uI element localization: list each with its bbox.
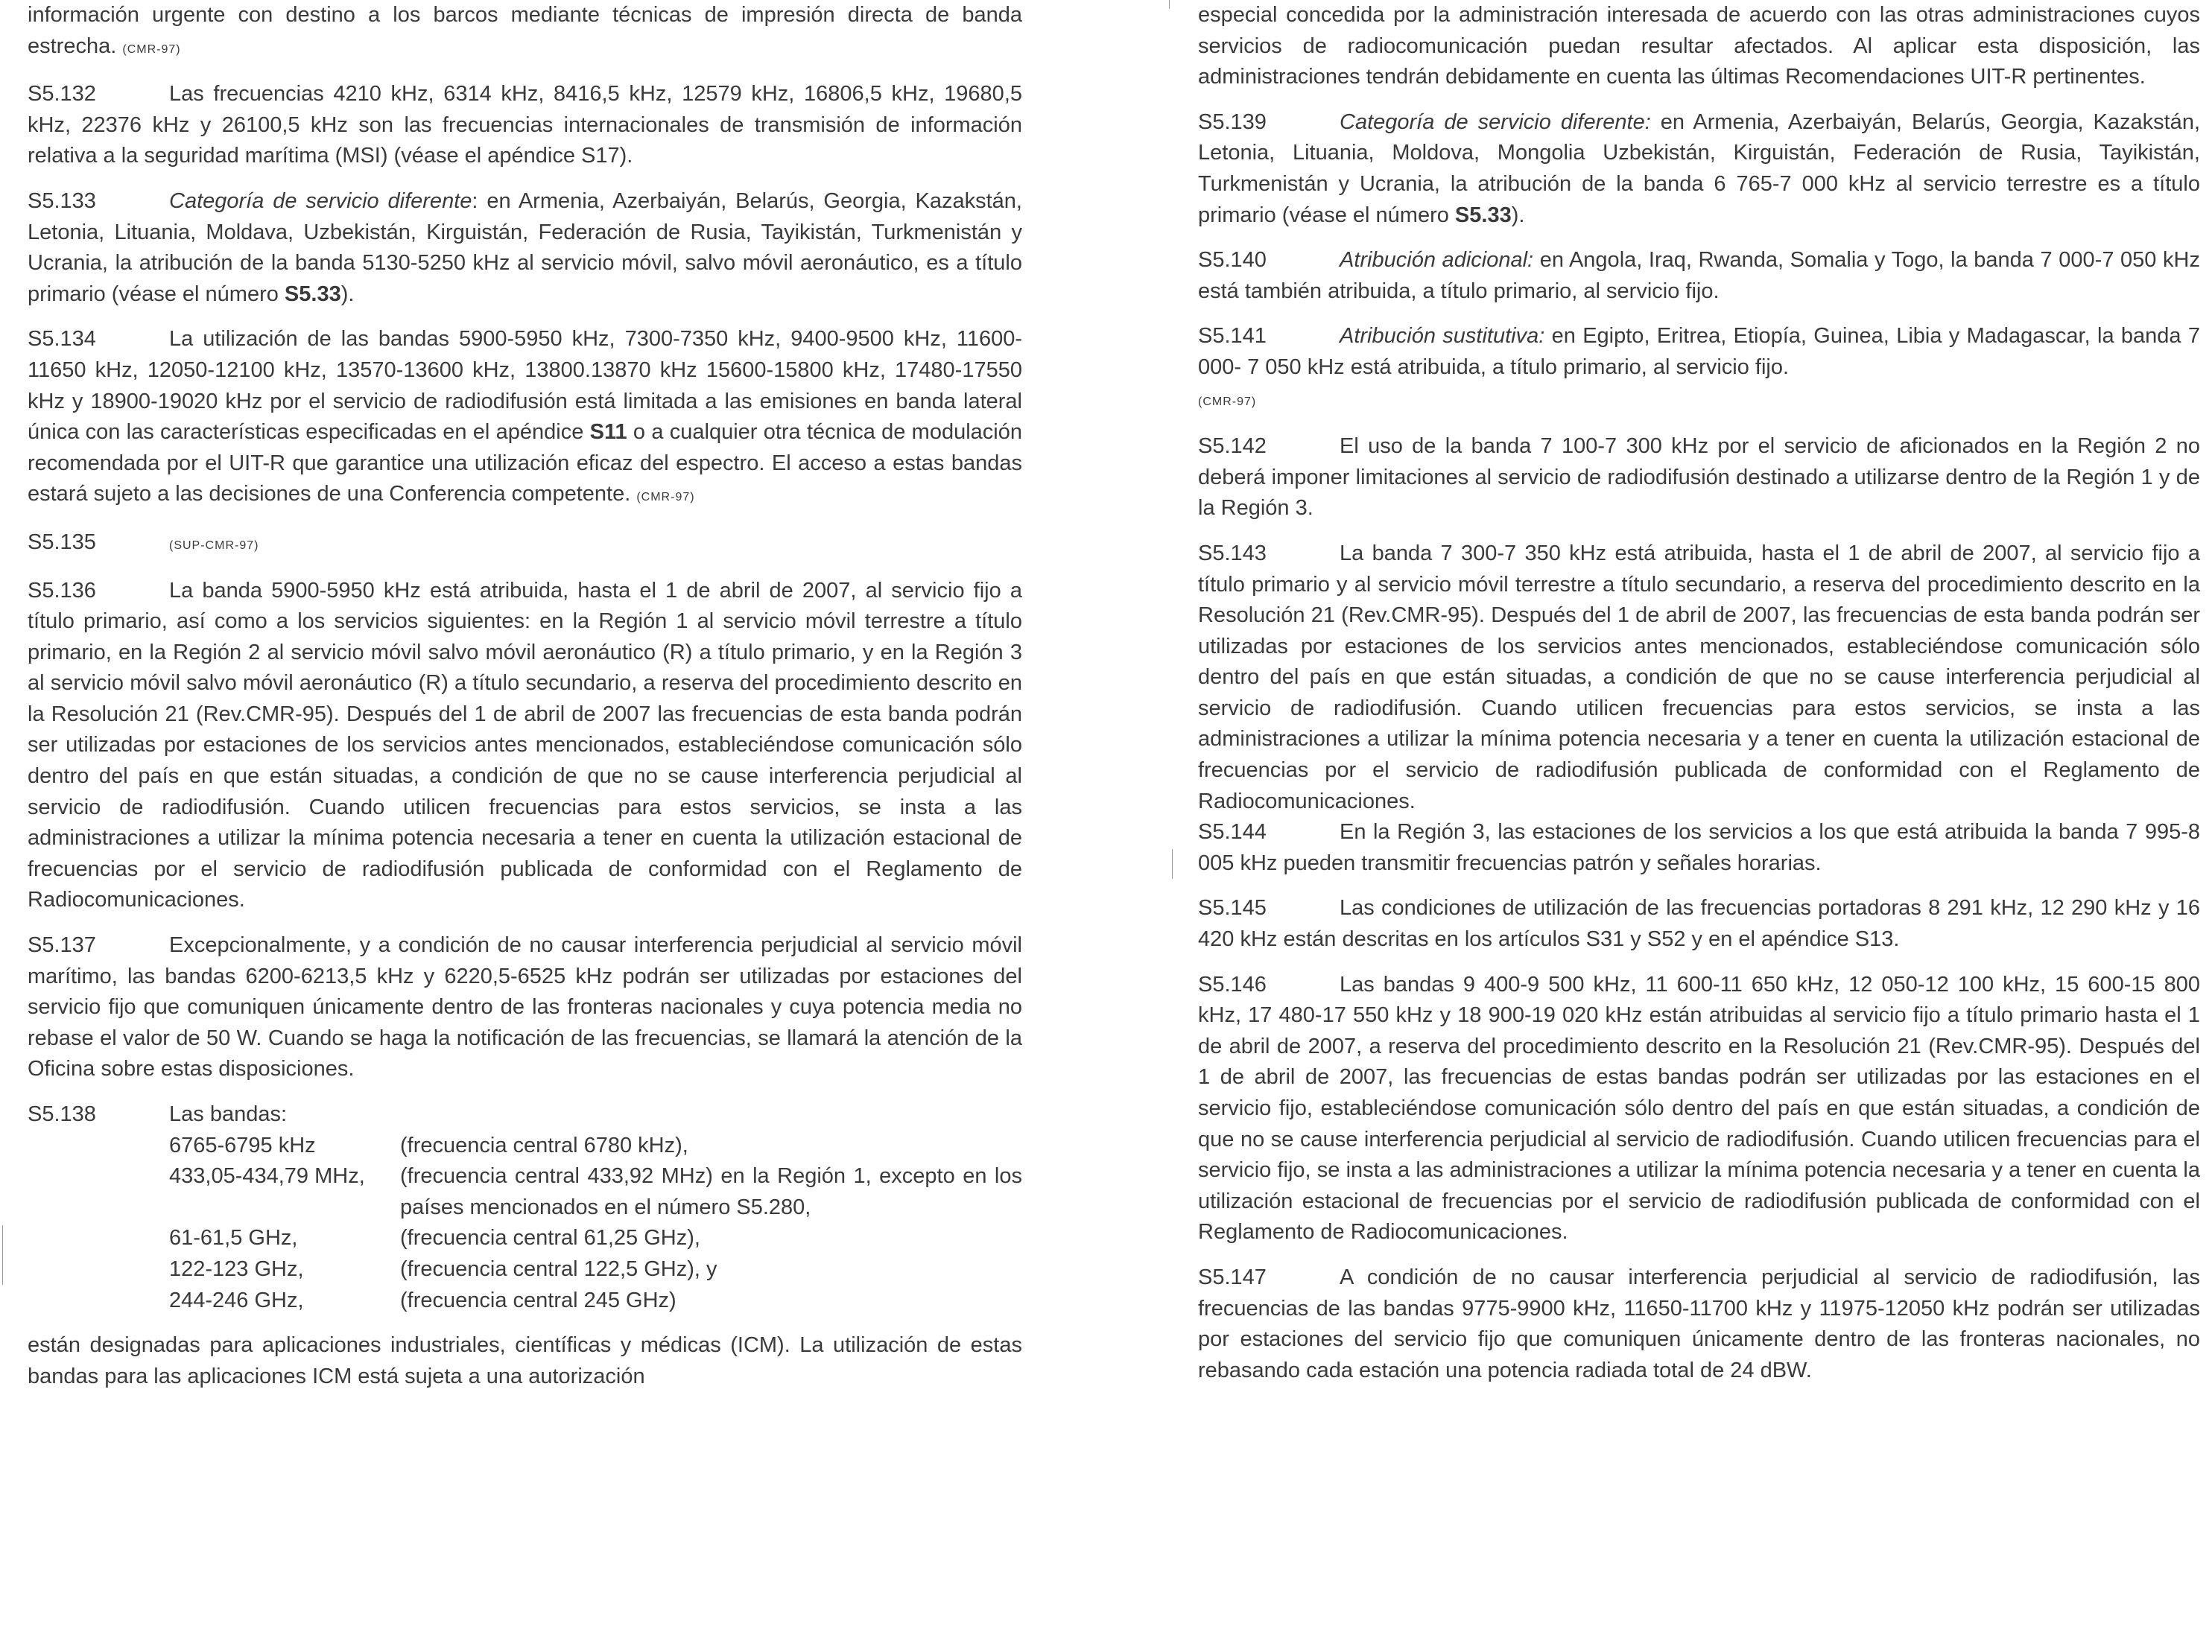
provision-title: Atribución adicional: <box>1340 248 1534 273</box>
provision-s5-137 <box>28 930 1022 1085</box>
provision-text: En la Región 3, las estaciones de los servicios a los que está atribuida la banda 7 995-8 005 kHz pueden transmitir frecuencias patrón y señales horarias. <box>1198 820 2200 875</box>
left-column <box>28 0 1022 1406</box>
provision-number: S5.138 <box>28 1102 96 1126</box>
provision-text: en Armenia, Azerbaiyán, Belarús, Georgia, Kazakstán, Letonia, Lituania, Moldova, Mongolia Uzbekistán, Kirguistán, Federación de Rusia, Tayikistán, Turkmenistán y Ucrania, la atribución de la banda 6 765-7 000 kHz al servicio terrestre es a título primario (véase el número <box>1198 109 2201 227</box>
provision-reference: S5.33 <box>284 282 341 306</box>
band-row <box>28 1131 1022 1162</box>
provision-s5-138 <box>28 1099 1022 1131</box>
continuation-text: especial concedida por la administración interesada de acuerdo con las otras administraciones cuyos servicios de radiocomunicación puedan resultar afectados. Al aplicar esta disposición, las administraciones tendrán debidamente en cuenta las últimas Recomendaciones UIT-R pertinentes. <box>1198 3 2200 89</box>
provision-s5-134 <box>28 324 1022 513</box>
provision-number: S5.136 <box>28 578 96 603</box>
revision-note: (CMR-97) <box>636 491 695 504</box>
band-description: (frecuencia central 433,92 MHz) en la Región 1, excepto en los países mencionados en el número S5.280, <box>400 1164 1022 1219</box>
provision-number: S5.139 <box>1198 109 1267 134</box>
provision-number: S5.145 <box>1198 896 1267 921</box>
provision-s5-135 <box>28 527 1022 562</box>
provision-text-continued: o a cualquier otra técnica de modulación recomendada por el UIT-R que garantice una utilización eficaz del espectro. El acceso a estas bandas estará sujeto a las decisiones de una Conferencia competente. <box>28 420 1022 506</box>
provision-text: : en Armenia, Azerbaiyán, Belarús, Georgia, Kazakstán, Letonia, Lituania, Moldava, Uzbekistán, Kirguistán, Federación de Rusia, Tayikistán, Turkmenistán y Ucrania, la atribución de la banda 5130-5250 kHz al servicio móvil, salvo móvil aeronáutico, es a título primario (véase el número <box>28 188 1022 306</box>
provision-text: Las bandas 9 400-9 500 kHz, 11 600-11 650 kHz, 12 050-12 100 kHz, 15 600-15 800 kHz, 17 480-17 550 kHz y 18 900-19 020 kHz están atribuidas al servicio fijo a título primario hasta el 1 de abril de 2007, a reserva del procedimiento descrito en la Resolución 21 (Rev.CMR-95). Después del 1 de abril de 2007, las frecuencias de estas bandas podrán ser utilizadas por las estaciones en el servicio fijo, estableciéndose comunicación sólo dentro del país en que están situadas, a condición de que no se cause interferencia perjudicial al servicio de radiodifusión. Cuando utilicen frecuencias para el servicio fijo, se insta a las administraciones a utilizar la mínima potencia necesaria y a tener en cuenta la utilización estacional de frecuencias por el servicio de radiodifusión publicada de conformidad con el Reglamento de Radiocomunicaciones. <box>1198 972 2200 1245</box>
provision-end: ). <box>1511 203 1525 227</box>
provision-s5-140 <box>1198 245 2200 307</box>
provision-s5-136 <box>28 576 1022 917</box>
band-list <box>28 1131 1022 1317</box>
margin-mark <box>2 1225 3 1285</box>
provision-s5-147 <box>1198 1262 2200 1386</box>
band-range: 6765-6795 kHz <box>169 1133 316 1157</box>
provision-number: S5.137 <box>28 933 96 958</box>
provision-text: Excepcionalmente, y a condición de no causar interferencia perjudicial al servicio móvil marítimo, las bandas 6200-6213,5 kHz y 6220,5-6525 kHz podrán ser utilizadas por estaciones del servicio fijo que comuniquen únicamente dentro de las fronteras nacionales y cuya potencia media no rebase el valor de 50 W. Cuando se haga la notificación de las frecuencias, se llamará la atención de la Oficina sobre estas disposiciones. <box>28 933 1022 1081</box>
band-row <box>28 1161 1022 1223</box>
provision-title: Atribución sustitutiva: <box>1340 324 1545 349</box>
provision-number: S5.142 <box>1198 434 1267 459</box>
revision-note: (CMR-97) <box>1198 395 1257 408</box>
band-range: 244-246 GHz, <box>169 1288 304 1312</box>
provision-s5-145 <box>1198 893 2200 955</box>
provision-text: en Angola, Iraq, Rwanda, Somalia y Togo, la banda 7 000-7 050 kHz está también atribuida, a título primario, al servicio fijo. <box>1198 248 2200 303</box>
provision-reference: S11 <box>589 420 627 445</box>
provision-end: ). <box>340 282 355 306</box>
band-description: (frecuencia central 61,25 GHz), <box>400 1226 700 1251</box>
band-description: (frecuencia central 122,5 GHz), y <box>400 1257 717 1281</box>
provision-text: están designadas para aplicaciones industriales, científicas y médicas (ICM). La utilización de estas bandas para las aplicaciones ICM está sujeta a una autorización <box>28 1333 1022 1388</box>
provision-s5-139 <box>1198 107 2200 231</box>
provision-text: El uso de la banda 7 100-7 300 kHz por el servicio de aficionados en la Región 2 no deberá imponer limitaciones al servicio de radiodifusión destinado a utilizarse dentro de la Región 1 y de la Región 3. <box>1198 434 2200 521</box>
provision-number: S5.134 <box>28 327 96 352</box>
provision-text: en Egipto, Eritrea, Etiopía, Guinea, Libia y Madagascar, la banda 7 000- 7 050 kHz está atribuida, a título primario, al servicio fijo. <box>1198 324 2200 379</box>
revision-note: (SUP-CMR-97) <box>169 539 259 552</box>
revision-note: (CMR-97) <box>122 42 181 56</box>
band-range: 61-61,5 GHz, <box>169 1226 298 1251</box>
provision-number: S5.144 <box>1198 820 1267 845</box>
provision-number: S5.141 <box>1198 324 1267 349</box>
right-column <box>1198 0 2200 1400</box>
provision-text: Las frecuencias 4210 kHz, 6314 kHz, 8416,5 kHz, 12579 kHz, 16806,5 kHz, 19680,5 kHz, 22376 kHz y 26100,5 kHz son las frecuencias internacionales de transmisión de información relativa a la seguridad marítima (MSI) (véase el apéndice S17). <box>28 82 1022 168</box>
provision-text: A condición de no causar interferencia perjudicial al servicio de radiodifusión, las frecuencias de las bandas 9775-9900 kHz, 11650-11700 kHz y 11975-12050 kHz podrán ser utilizadas por estaciones del servicio fijo que comuniquen únicamente dentro de las fronteras nacionales, no rebasando cada estación una potencia radiada total de 24 dBW. <box>1198 1265 2200 1382</box>
band-range: 433,05-434,79 MHz, <box>169 1164 365 1189</box>
continuation-text: información urgente con destino a los barcos mediante técnicas de impresión directa de banda estrecha. <box>28 3 1022 58</box>
continuation-paragraph <box>28 0 1022 65</box>
provision-text: La banda 5900-5950 kHz está atribuida, hasta el 1 de abril de 2007, al servicio fijo a título primario, así como a los servicios siguientes: en la Región 1 al servicio móvil terrestre a título primario, en la Región 2 al servicio móvil salvo móvil aeronáutico (R) a título primario, y en la Región 3 al servicio móvil salvo móvil aeronáutico (R) a título secundario, a reserva del procedimiento descrito en la Resolución 21 (Rev.CMR-95). Después del 1 de abril de 2007 las frecuencias de esta banda podrán ser utilizadas por estaciones de los servicios antes mencionados, estableciéndose comunicación sólo dentro del país en que están situadas, a condición de que no se cause interferencia perjudicial al servicio de radiodifusión. Cuando utilicen frecuencias para estos servicios, se insta a las administraciones a utilizar la mínima potencia necesaria a tener en cuenta la utilización estacional de frecuencias por el servicio de radiodifusión publicada de conformidad con el Reglamento de Radiocomunicaciones. <box>28 578 1022 912</box>
provision-s5-133 <box>28 186 1022 310</box>
band-row <box>28 1254 1022 1286</box>
provision-number: S5.135 <box>28 530 96 554</box>
provision-title: Categoría de servicio diferente: <box>1340 109 1651 134</box>
provision-number: S5.132 <box>28 82 96 107</box>
band-range: 122-123 GHz, <box>169 1257 304 1281</box>
margin-mark <box>1172 849 1173 879</box>
continuation-paragraph <box>1198 0 2200 93</box>
provision-text: Las condiciones de utilización de las frecuencias portadoras 8 291 kHz, 12 290 kHz y 16 420 kHz están descritas en los artículos S31 y S52 y en el apéndice S13. <box>1198 896 2200 952</box>
provision-s5-132 <box>28 79 1022 172</box>
provision-text: La utilización de las bandas 5900-5950 kHz, 7300-7350 kHz, 9400-9500 kHz, 11600-11650 kHz, 12050-12100 kHz, 13570-13600 kHz, 13800.13870 kHz 15600-15800 kHz, 17480-17550 kHz y 18900-19020 kHz por el servicio de radiodifusión está limitada a las emisiones en banda lateral única con las características especificadas en el apéndice <box>28 327 1022 445</box>
band-row <box>28 1286 1022 1317</box>
band-row <box>28 1223 1022 1254</box>
provision-s5-141 <box>1198 321 2200 417</box>
provision-title: Categoría de servicio diferente <box>169 188 472 213</box>
provision-s5-144 <box>1198 817 2200 879</box>
provision-number: S5.133 <box>28 188 96 213</box>
provision-text: La banda 7 300-7 350 kHz está atribuida, hasta el 1 de abril de 2007, al servicio fijo a título primario y al servicio móvil terrestre a título secundario, a reserva del procedimiento descrito en la Resolución 21 (Rev.CMR-95). Después del 1 de abril de 2007, las frecuencias de esta banda podrán ser utilizadas por estaciones de los servicios antes mencionados, estableciéndose comunicación sólo dentro del país en que están situadas, a condición de que no se cause interferencia perjudicial al servicio de radiodifusión. Cuando utilicen frecuencias para estos servicios, se insta a las administraciones a utilizar la mínima potencia necesaria y a tener en cuenta la utilización estacional de frecuencias por el servicio de radiodifusión publicada de conformidad con el Reglamento de Radiocomunicaciones. <box>1198 541 2200 813</box>
provision-number: S5.143 <box>1198 541 1267 565</box>
provision-reference: S5.33 <box>1454 203 1512 227</box>
provision-s5-142 <box>1198 431 2200 524</box>
provision-s5-143 <box>1198 539 2200 817</box>
provision-intro: Las bandas: <box>169 1102 288 1126</box>
band-description: (frecuencia central 245 GHz) <box>400 1288 676 1312</box>
provision-number: S5.140 <box>1198 248 1267 273</box>
provision-s5-138-outro <box>28 1330 1022 1392</box>
provision-s5-146 <box>1198 970 2200 1248</box>
provision-number: S5.147 <box>1198 1265 1267 1289</box>
band-description: (frecuencia central 6780 kHz), <box>400 1133 688 1157</box>
margin-mark <box>1169 0 1170 9</box>
provision-number: S5.146 <box>1198 972 1267 997</box>
